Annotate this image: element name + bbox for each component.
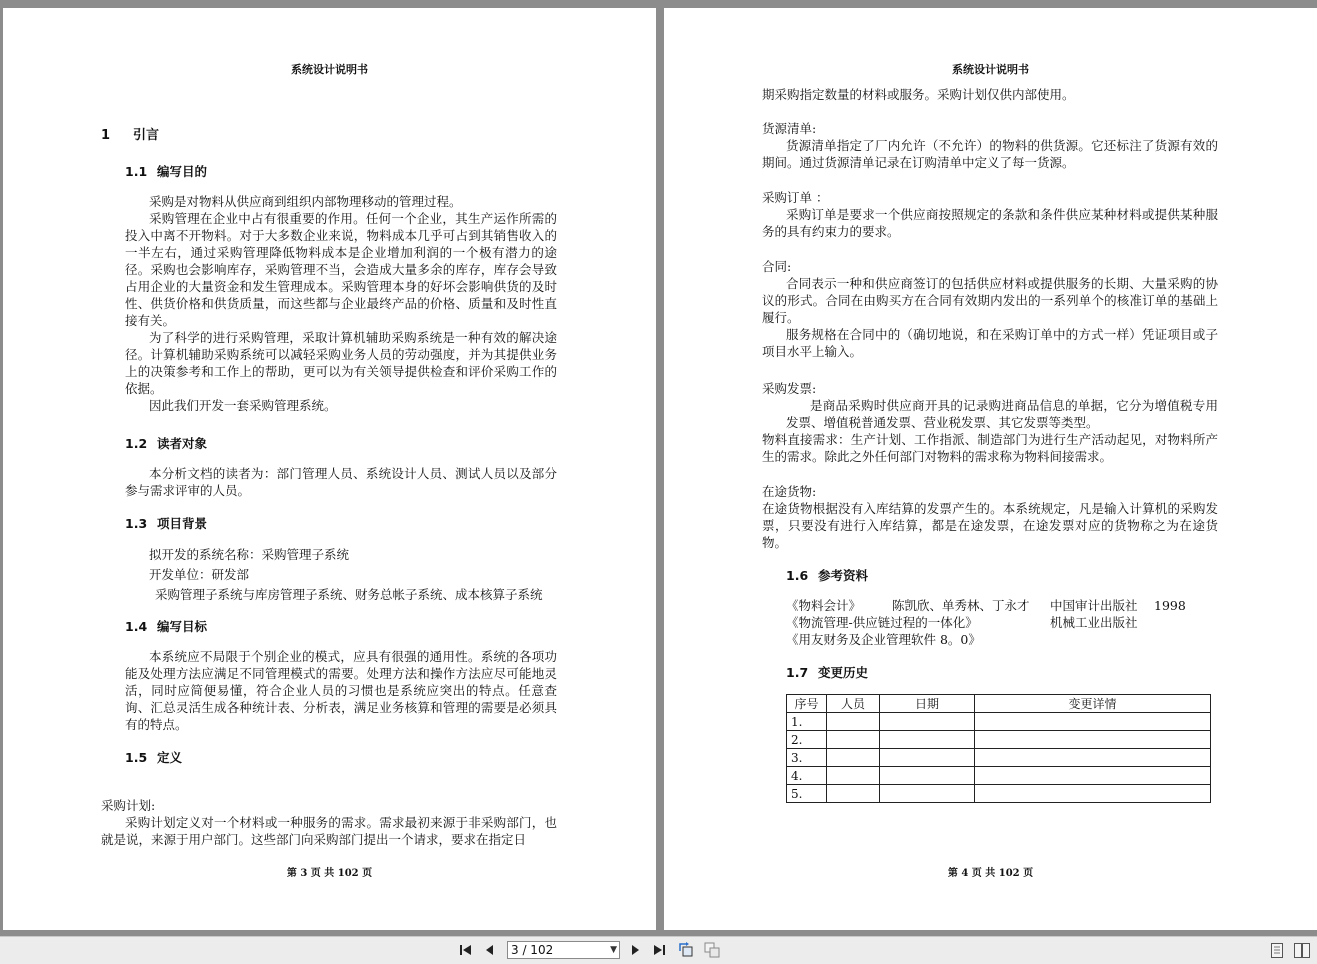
- page-header: 系统设计说明书: [291, 63, 368, 76]
- heading-1-1: 1.1 编写目的: [125, 164, 208, 179]
- page-number-select[interactable]: [507, 941, 620, 959]
- definition-purchase-invoice: 采购发票: 是商品采购时供应商开具的记录购进商品信息的单据，它分为增值税专用发票、增值税普通发票、营业税发票、其它发票等类型。 物料直接需求：生产计划、工作指派、制造部门为进行生产活动起见，对物料所产生的需求。除此之外任何部门对物料的需求称为物料间接需求。: [762, 381, 1218, 464]
- last-page-button[interactable]: [650, 941, 668, 959]
- previous-page-button[interactable]: [481, 941, 499, 959]
- section-1-2-body: 本分析文档的读者为：部门管理人员、系统设计人员、测试人员以及部分参与需求评审的人员。: [125, 466, 557, 498]
- heading-1-7: 1.7 变更历史: [786, 665, 869, 680]
- heading-1-6: 1.6 参考资料: [786, 568, 869, 583]
- definition-continued: 期采购指定数量的材料或服务。采购计划仅供内部使用。: [762, 87, 1075, 102]
- page-footer: 第 3 页 共 102 页: [286, 868, 373, 879]
- table-row: 4.: [787, 767, 1211, 785]
- table-row: 2.: [787, 731, 1211, 749]
- next-page-icon: [628, 943, 642, 957]
- single-page-view-button[interactable]: [1268, 941, 1286, 959]
- prev-page-icon: [483, 943, 497, 957]
- table-row: 5.: [787, 785, 1211, 803]
- reference-item: 《用友财务及企业管理软件 8。0》: [786, 632, 981, 647]
- first-page-icon: [459, 943, 473, 957]
- table-header-row: 序号 人员 日期 变更详情: [787, 695, 1211, 713]
- section-1-1-body: 采购是对物料从供应商到组织内部物理移动的管理过程。 采购管理在企业中占有很重要的作用。任何一个企业，其生产运作所需的投入中离不开物料。对于大多数企业来说，物料成本几乎可占到其销售收入的一半左右，通过采购管理降低物料成本是企业增加利润的一个极有潜力的途径。采购也会影响库存，采购管理不当，会造成大量多余的库存，库存会导致占用企业的大量资金和发生管理成本。采购管理本身的好坏会影响供货的及时性、供货价格和供货质量，而这些都与企业最终产品的价格、质量和及时性直接有关。 为了科学的进行采购管理，采取计算机辅助采购系统是一种有效的解决途径。计算机辅助采购系统可以减轻采购业务人员的劳动强度，并为其提供业务上的决策参考和工作上的帮助，更可以为有关领导提供检查和评价采购工作的依据。 因此我们开发一套采购管理系统。: [125, 194, 557, 413]
- two-page-view-button[interactable]: [1293, 941, 1311, 959]
- definition-goods-in-transit: 在途货物: 在途货物根据没有入库结算的发票产生的。本系统规定，凡是输入计算机的采购发票，只要没有进行入库结算，都是在途发票，在途发票对应的货物称之为在途货物。: [762, 484, 1218, 550]
- page-4: [664, 8, 1317, 930]
- heading-1-4: 1.4 编写目标: [125, 619, 208, 634]
- single-page-icon: [1271, 943, 1283, 958]
- rotate-icon: [678, 942, 694, 958]
- chevron-down-icon: ▼: [610, 945, 617, 955]
- next-page-button[interactable]: [626, 941, 644, 959]
- page-indicator: 3 / 102: [511, 943, 554, 957]
- last-page-icon: [652, 943, 666, 957]
- section-1-4-body: 本系统应不局限于个别企业的模式，应具有很强的通用性。系统的各项功能及处理方法应满足不同管理模式的需要。处理方法和操作方法应尽可能地灵活，同时应简便易懂，符合企业人员的习惯也是系统应突出的特点。任意查询、汇总灵活生成各种统计表、分析表，满足业务核算和管理的需要是必须具有的特点。: [125, 649, 557, 732]
- rotate-button[interactable]: [677, 941, 695, 959]
- definition-source-list: 货源清单: 货源清单指定了厂内允许（不允许）的物料的供货源。它还标注了货源有效的期间。通过货源清单记录在订购清单中定义了每一货源。: [762, 121, 1218, 170]
- reference-item: 《物料会计》 陈凯欣、单秀林、丁永才 中国审计出版社 1998: [786, 598, 1186, 613]
- definition-contract: 合同: 合同表示一种和供应商签订的包括供应材料或提供服务的长期、大量采购的协议的形式。合同在由购买方在合同有效期内发出的一系列单个的核准订单的基础上履行。 服务规格在合同中的（确切地说，和在采购订单中的方式一样）凭证项目或子项目水平上输入。: [762, 259, 1218, 359]
- definition-purchase-plan: 采购计划: 采购计划定义对一个材料或一种服务的需求。需求最初来源于非采购部门，也就是说，来源于用户部门。这些部门向采购部门提出一个请求，要求在指定日: [101, 798, 557, 847]
- page-3: [3, 8, 656, 930]
- heading-1-3: 1.3 项目背景: [125, 516, 208, 531]
- page-footer: 第 4 页 共 102 页: [947, 868, 1034, 879]
- table-row: 1.: [787, 713, 1211, 731]
- navigation-toolbar: [0, 936, 1317, 964]
- page-header: 系统设计说明书: [952, 63, 1029, 76]
- definition-purchase-order: 采购订单 ： 采购订单是要求一个供应商按照规定的条款和条件供应某种材料或提供某种服务的具有约束力的要求。: [762, 190, 1218, 239]
- change-history-table: [786, 694, 1211, 803]
- heading-1-2: 1.2 读者对象: [125, 436, 208, 451]
- first-page-button[interactable]: [457, 941, 475, 959]
- reference-item: 《物流管理-供应链过程的一体化》 机械工业出版社: [786, 615, 1138, 630]
- reference-list: [786, 597, 1226, 648]
- section-1-3-body: 拟开发的系统名称：采购管理子系统 开发单位：研发部 采购管理子系统与库房管理子系统、财务总帐子系统、成本核算子系统: [149, 547, 543, 602]
- table-row: 3.: [787, 749, 1211, 767]
- two-page-icon: [1294, 943, 1310, 958]
- heading-1-5: 1.5 定义: [125, 750, 183, 765]
- fit-icon: [704, 942, 720, 958]
- fit-page-button[interactable]: [703, 941, 721, 959]
- heading-1: 1 引言: [101, 128, 160, 143]
